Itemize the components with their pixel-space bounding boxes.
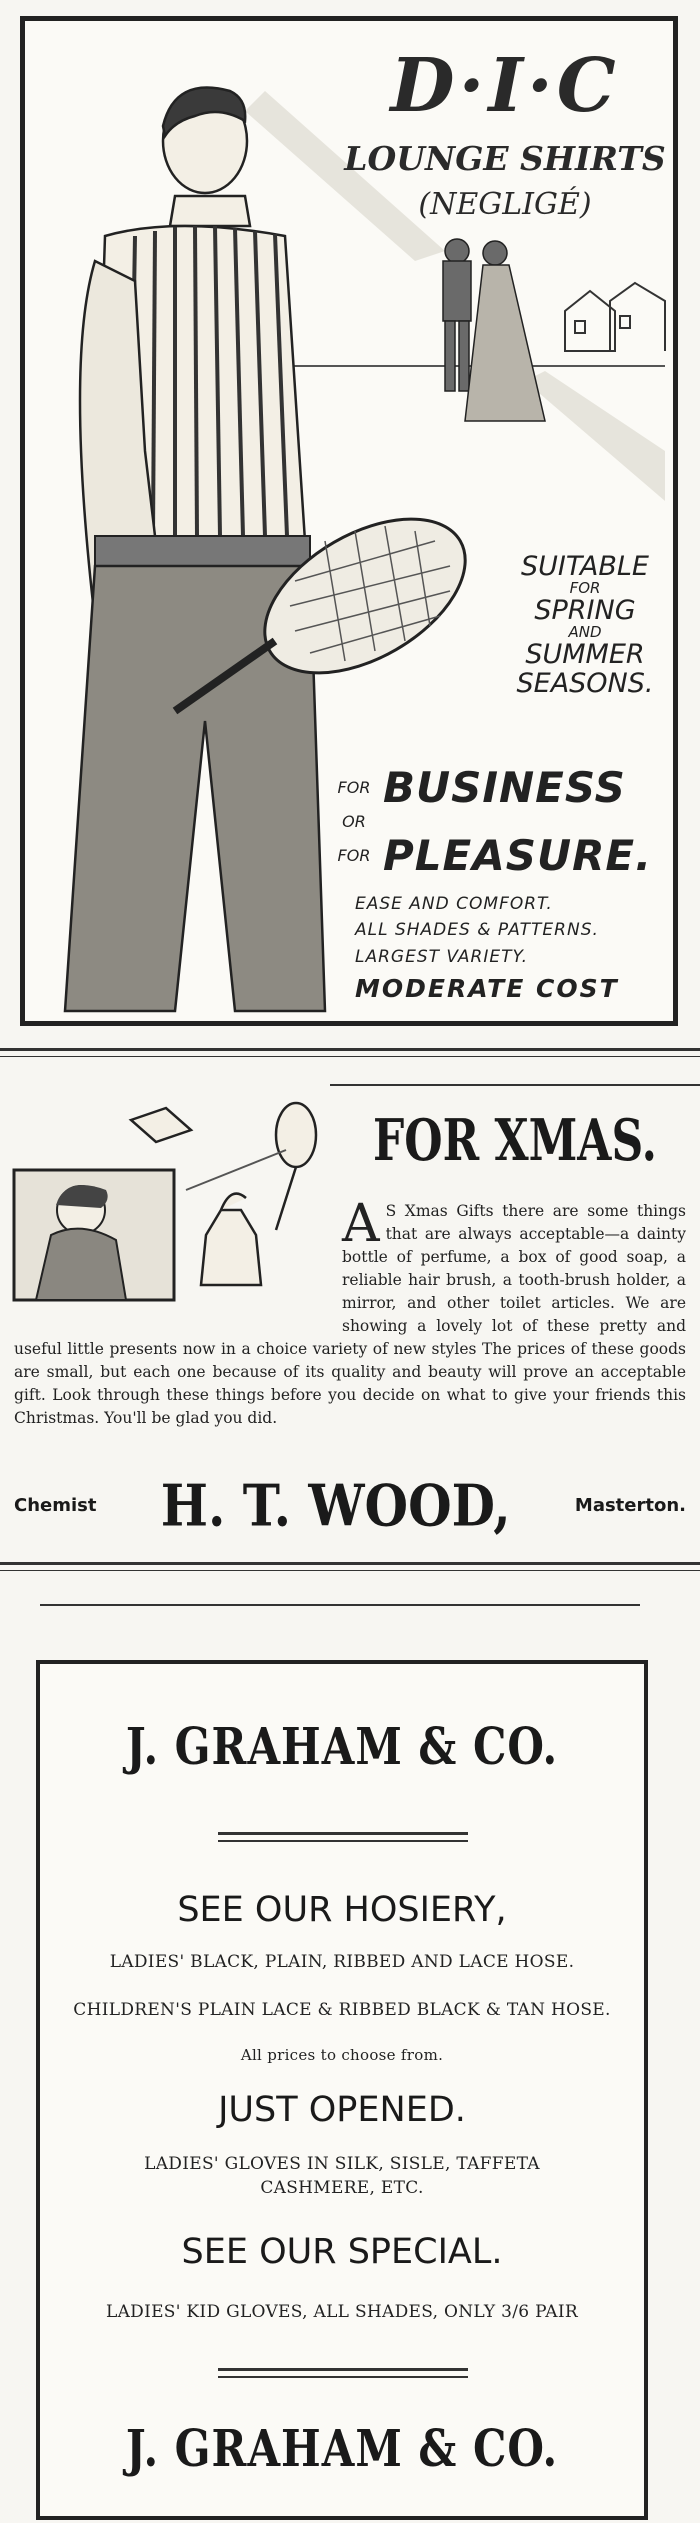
xmas-body-text bbox=[14, 1194, 686, 1430]
for-word: FOR bbox=[337, 777, 371, 797]
divider bbox=[330, 1084, 700, 1086]
store-footer-title: J. GRAHAM & CO. bbox=[125, 2419, 559, 2478]
product-line: LADIES' BLACK, PLAIN, RIBBED AND LACE HOSE. bbox=[109, 1952, 575, 1972]
hosiery-heading: SEE OUR HOSIERY, bbox=[177, 1890, 507, 1930]
season-line: FOR bbox=[569, 579, 601, 598]
drop-cap: A bbox=[342, 1194, 380, 1254]
body-paragraph: S Xmas Gifts there are some things that are always acceptable—a dainty bottle of perfume, a box of good soap, a reliable hair brush, a tooth-brush holder, a mirror, and other toilet articles. We are showing a lovely lot of these pretty and useful little presents now in a choice variety of new styles The prices of these goods are small, but each one because of its quality and beauty will prove an acceptable gift. Look through these things before you decide on what to give your friends this Christmas. You'll be glad you did. bbox=[14, 1202, 686, 1427]
business-pleasure-block bbox=[325, 763, 678, 880]
season-line: AND bbox=[568, 623, 602, 642]
pleasure-word: PLEASURE. bbox=[383, 831, 653, 881]
for-word: FOR bbox=[337, 846, 371, 866]
town-label: Masterton. bbox=[574, 1494, 686, 1516]
just-opened-heading: JUST OPENED. bbox=[218, 2090, 466, 2130]
double-rule bbox=[218, 1832, 468, 1842]
divider bbox=[0, 1056, 700, 1057]
season-line: SUMMER bbox=[525, 639, 645, 671]
graham-advertisement bbox=[36, 1660, 648, 2520]
feature-item: ALL SHADES & PATTERNS. bbox=[355, 920, 599, 941]
feature-item: MODERATE COST bbox=[355, 974, 619, 1004]
divider bbox=[40, 1604, 640, 1606]
feature-list bbox=[355, 891, 678, 1009]
lounge-shirts-heading: LOUNGE SHIRTS bbox=[344, 139, 666, 178]
business-word: BUSINESS bbox=[383, 763, 626, 812]
double-rule bbox=[218, 2368, 468, 2378]
feature-item: EASE AND COMFORT. bbox=[355, 894, 553, 914]
divider bbox=[0, 1048, 700, 1051]
season-line: SEASONS. bbox=[516, 667, 654, 699]
chemist-label: Chemist bbox=[14, 1494, 97, 1516]
product-line: LADIES' GLOVES IN SILK, SISLE, TAFFETA bbox=[144, 2154, 540, 2174]
product-line: CHILDREN'S PLAIN LACE & RIBBED BLACK & TAN HOSE. bbox=[73, 2000, 611, 2020]
season-line: SPRING bbox=[534, 595, 636, 627]
signature-line bbox=[14, 1470, 686, 1540]
xmas-heading: FOR XMAS. bbox=[373, 1108, 657, 1175]
feature-item: LARGEST VARIETY. bbox=[355, 946, 529, 967]
season-block bbox=[485, 553, 678, 698]
product-line: CASHMERE, ETC. bbox=[260, 2178, 424, 2198]
merchant-name: H. T. WOOD, bbox=[160, 1471, 511, 1539]
dic-logo: D·I·C bbox=[390, 43, 620, 129]
neglige-subheading: (NEGLIGÉ) bbox=[418, 187, 592, 222]
divider bbox=[0, 1562, 700, 1565]
or-word: OR bbox=[342, 812, 366, 831]
product-line: LADIES' KID GLOVES, ALL SHADES, ONLY 3/6 PAIR bbox=[105, 2302, 578, 2322]
season-line: SUITABLE bbox=[521, 551, 649, 582]
dic-shirts-advertisement bbox=[20, 16, 678, 1026]
divider bbox=[0, 1570, 700, 1571]
special-heading: SEE OUR SPECIAL. bbox=[181, 2232, 503, 2272]
store-title: J. GRAHAM & CO. bbox=[125, 1717, 559, 1776]
prices-note: All prices to choose from. bbox=[240, 2046, 444, 2064]
